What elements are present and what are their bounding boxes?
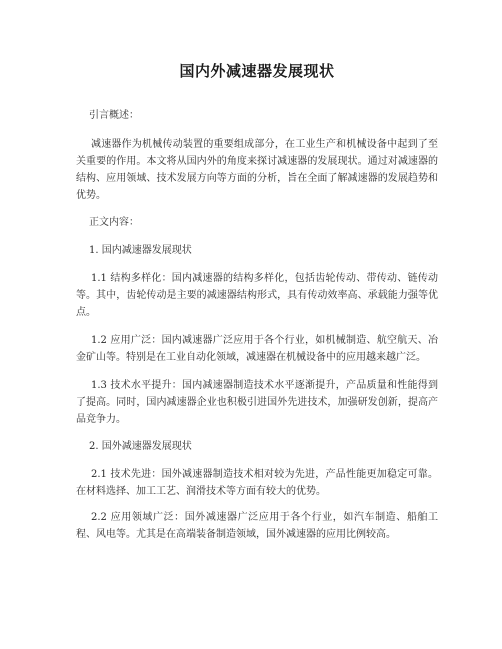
paragraph-1-2: 1.2 应用广泛：国内减速器广泛应用于各个行业，如机械制造、航空航天、冶金矿山等。特别是在工业自动化领域，减速器在机械设备中的应用越来越广泛。: [76, 335, 438, 363]
intro-label: 引言概述：: [89, 110, 139, 121]
paragraph-1-1: 1.1 结构多样化：国内减速器的结构多样化，包括齿轮传动、带传动、链传动等。其中，齿轮传动是主要的减速器结构形式，具有传动效率高、承载能力强等优点。: [76, 273, 438, 318]
paragraph-2-1: 2.1 技术先进：国外减速器制造技术相对较为先进，产品性能更加稳定可靠。在材料选择、加工工艺、润滑技术等方面有较大的优势。: [76, 469, 438, 497]
section-heading-foreign: 2. 国外减速器发展现状: [89, 441, 192, 452]
intro-paragraph: 减速器作为机械传动装置的重要组成部分，在工业生产和机械设备中起到了至关重要的作用。本文将从国内外的角度来探讨减速器的发展现状。通过对减速器的结构、应用领域、技术发展方向等方面的分析，旨在全面了解减速器的发展趋势和优势。: [76, 139, 438, 201]
paragraph-1-3: 1.3 技术水平提升：国内减速器制造技术水平逐渐提升，产品质量和性能得到了提高。同时，国内减速器企业也积极引进国外先进技术，加强研发创新，提高产品竞争力。: [76, 380, 438, 425]
document-title: 国内外减速器发展现状: [179, 62, 335, 80]
body-label: 正文内容：: [89, 217, 139, 228]
paragraph-2-2: 2.2 应用领域广泛：国外减速器广泛应用于各个行业，如汽车制造、船舶工程、风电等。尤其是在高端装备制造领域，国外减速器的应用比例较高。: [76, 512, 438, 540]
section-heading-domestic: 1. 国内减速器发展现状: [89, 245, 192, 256]
